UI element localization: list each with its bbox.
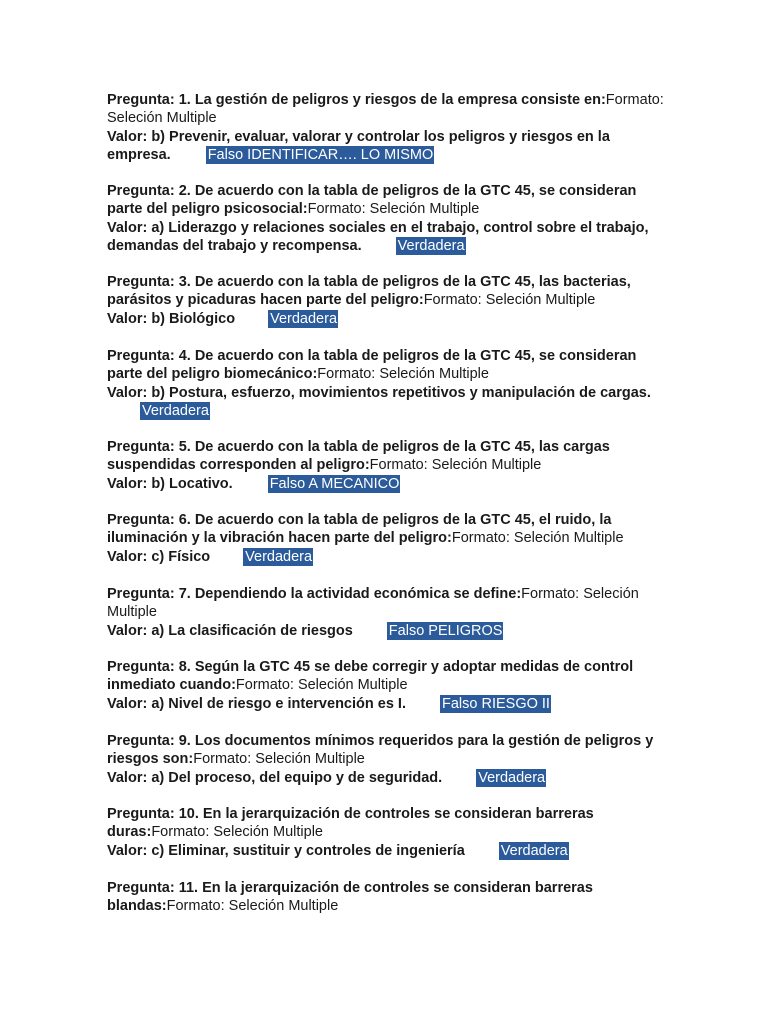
grade-highlight: Falso PELIGROS (388, 622, 503, 639)
question-text: Pregunta: 4. De acuerdo con la tabla de peligros de la GTC 45, se consideran parte del peligro biomecánico: (107, 348, 637, 383)
format-text: Formato: Seleción Multiple (307, 201, 480, 218)
question-7 (107, 585, 667, 640)
format-text: Formato: Seleción Multiple (235, 677, 408, 694)
format-text: Formato: Seleción Multiple (166, 898, 339, 915)
grade-highlight: Falso RIESGO II (441, 695, 550, 712)
question-6 (107, 511, 667, 566)
question-10 (107, 805, 667, 860)
answer-value: Valor: c) Físico (107, 548, 211, 565)
format-text: Formato: Seleción Multiple (451, 530, 624, 547)
question-text: Pregunta: 6. De acuerdo con la tabla de peligros de la GTC 45, el ruido, la iluminación y la vibración hacen parte del peligro: (107, 512, 612, 547)
question-3 (107, 273, 667, 328)
grade-highlight: Verdadera (478, 769, 546, 786)
question-text: Pregunta: 7. Dependiendo la actividad económica se define: (107, 586, 522, 602)
question-text: Pregunta: 9. Los documentos mínimos requeridos para la gestión de peligros y riesgos son: (107, 733, 654, 768)
question-text: Pregunta: 1. La gestión de peligros y riesgos de la empresa consiste en: (107, 92, 606, 108)
question-8 (107, 658, 667, 713)
format-text: Formato: Seleción Multiple (107, 92, 664, 127)
answer-value: Valor: b) Locativo. (107, 475, 233, 492)
format-text: Formato: Seleción Multiple (369, 457, 542, 474)
grade-highlight: Verdadera (397, 237, 465, 254)
question-text: Pregunta: 5. De acuerdo con la tabla de peligros de la GTC 45, las cargas suspendidas corresponden al peligro: (107, 439, 610, 474)
question-text: Pregunta: 11. En la jerarquización de controles se consideran barreras blandas: (107, 880, 593, 915)
answer-value: Valor: b) Postura, esfuerzo, movimientos repetitivos y manipulación de cargas. (107, 384, 651, 401)
answer-value: Valor: b) Biológico (107, 310, 236, 327)
format-text: Formato: Seleción Multiple (317, 366, 489, 383)
question-text: Pregunta: 8. Según la GTC 45 se debe corregir y adoptar medidas de control inmediato cuando: (107, 659, 634, 694)
answer-value: Valor: a) Del proceso, del equipo y de seguridad. (107, 769, 443, 786)
grade-highlight: Verdadera (142, 402, 209, 419)
format-text: Formato: Seleción Multiple (193, 751, 365, 768)
answer-value: Valor: a) Liderazgo y relaciones sociales en el trabajo, control sobre el trabajo, demandas del trabajo y recompensa. (107, 219, 649, 254)
answer-value: Valor: b) Prevenir, evaluar, valorar y controlar los peligros y riesgos en la empresa. (107, 128, 610, 163)
answer-value: Valor: a) La clasificación de riesgos (107, 622, 353, 639)
question-9 (107, 732, 667, 787)
question-text: Pregunta: 2. De acuerdo con la tabla de peligros de la GTC 45, se consideran parte del peligro psicosocial: (107, 183, 637, 218)
question-text: Pregunta: 10. En la jerarquización de controles se consideran barreras duras: (107, 806, 594, 841)
question-2 (107, 182, 667, 255)
grade-highlight: Falso IDENTIFICAR…. LO MISMO (207, 146, 434, 163)
question-11 (107, 879, 667, 916)
question-4 (107, 347, 667, 420)
question-1 (107, 91, 667, 164)
answer-value: Valor: a) Nivel de riesgo e intervención es I. (107, 695, 406, 712)
grade-highlight: Verdadera (245, 548, 313, 565)
answer-value: Valor: c) Eliminar, sustituir y controles de ingeniería (107, 842, 465, 859)
format-text: Formato: Seleción Multiple (151, 824, 323, 841)
grade-highlight: Verdadera (500, 842, 568, 859)
question-text: Pregunta: 3. De acuerdo con la tabla de peligros de la GTC 45, las bacterias, parásitos y picaduras hacen parte del peligro: (107, 274, 631, 309)
format-text: Formato: Seleción Multiple (107, 586, 639, 621)
grade-highlight: Verdadera (270, 310, 338, 327)
format-text: Formato: Seleción Multiple (423, 292, 596, 309)
grade-highlight: Falso A MECANICO (269, 475, 400, 492)
question-5 (107, 438, 667, 493)
